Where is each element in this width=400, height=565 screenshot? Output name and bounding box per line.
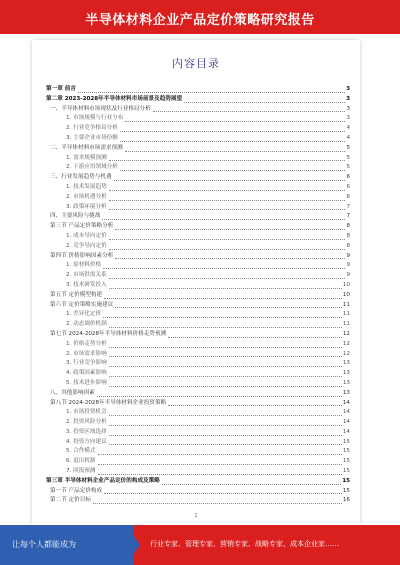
toc-leader-dots [120,141,346,142]
toc-entry-title: 2. 下游应用领域分析 [66,164,118,171]
toc-entry-page: 14 [342,399,350,406]
toc-entry-title: 2. 市场供需关系 [66,272,107,279]
toc-entry-page: 11 [342,301,350,308]
toc-entry[interactable] [46,457,350,467]
toc-entry-title: 第七节 2024-2028年半导体材料价格走势预测 [50,330,167,337]
toc-leader-dots [109,425,342,426]
toc-entry-title: 三、行业发展趋势与机遇 [50,174,112,181]
toc-entry-page: 13 [342,389,350,396]
toc-entry-page: 15 [342,448,350,455]
toc-entry[interactable] [46,144,350,154]
toc-entry-page: 5 [346,154,350,161]
toc-entry-title: 3. 政策环境分析 [66,203,107,210]
toc-entry-title: 6. 退出机制 [66,458,96,465]
toc-leader-dots [109,347,342,348]
toc-entry-page: 9 [346,272,350,279]
toc-entry-title: 第一节 产品定价构成 [50,487,103,494]
toc-entry[interactable] [46,173,350,183]
toc-leader-dots [103,268,345,269]
toc-entry[interactable] [46,359,350,369]
toc-entry-title: 7. 回报预测 [66,468,96,475]
toc-entry-title: 2. 市场机遇分析 [66,193,107,200]
toc-entry-page: 3 [346,115,350,122]
toc-leader-dots [109,376,342,377]
toc-entry[interactable] [46,301,350,311]
toc-leader-dots [109,444,342,445]
toc-entry-title: 第六节 定价策略实施建议 [50,301,114,308]
toc-entry[interactable] [46,154,350,164]
toc-entry[interactable] [46,447,350,457]
toc-leader-dots [109,200,346,201]
toc-leader-dots [102,219,345,220]
toc-entry-title: 第三章 半导体材料企业产品定价的构成及策略 [46,477,160,484]
toc-leader-dots [109,327,342,328]
toc-entry-title: 第八节 2024-2028年半导体材料企业投资策略 [50,399,167,406]
toc-entry[interactable] [46,261,350,271]
footer-right-panel [134,525,400,565]
toc-leader-dots [115,307,342,308]
toc-leader-dots [109,209,346,210]
toc-entry-title: 1. 市场投资机会 [66,409,107,416]
toc-entry[interactable] [46,369,350,379]
toc-entry[interactable] [46,252,350,262]
toc-entry[interactable] [46,330,350,340]
toc-entry-page: 7 [346,203,350,210]
toc-entry-page: 3 [346,86,350,92]
footer-chevron [126,525,140,565]
toc-entry-page: 6 [346,183,350,190]
toc-leader-dots [109,278,346,279]
toc-entry-title: 5. 合作模式 [66,448,96,455]
toc-entry[interactable] [46,105,350,115]
toc-leader-dots [98,454,342,455]
toc-entry-title: 3. 主要企业市场份额 [66,134,118,141]
toc-leader-dots [184,102,345,103]
toc-title: 内容目录 [172,57,220,70]
toc-entry[interactable] [46,124,350,134]
toc-entry-page: 12 [342,350,350,357]
toc-entry[interactable] [46,193,350,203]
toc-entry-page: 15 [342,458,350,465]
toc-leader-dots [162,484,341,485]
toc-entry-page: 15 [342,477,350,484]
toc-entry[interactable] [46,487,350,497]
toc-leader-dots [97,396,342,397]
toc-entry-page: 8 [346,232,350,239]
toc-entry-title: 2. 竞争导向定价 [66,242,107,249]
toc-entry-page: 7 [346,213,350,220]
toc-entry-title: 3. 技术研发投入 [66,281,107,288]
toc-leader-dots [115,229,345,230]
toc-entry-page: 9 [346,252,350,259]
toc-entry-page: 14 [342,409,350,416]
toc-entry-title: 第二节 定价目标 [50,497,91,504]
page-number: 1 [194,513,198,519]
toc-entry-page: 10 [342,291,350,298]
toc-entry[interactable] [46,389,350,399]
toc-entry[interactable] [46,281,350,291]
toc-entry-title: 5. 技术进步影响 [66,379,107,386]
toc-leader-dots [109,386,342,387]
toc-entry-title: 1. 原材料价格 [66,262,102,269]
toc-entry-page: 15 [342,487,350,494]
toc-entry-title: 第二章 2023-2028年半导体材料市场前景及趋势展望 [46,95,183,102]
toc-entry[interactable] [46,310,350,320]
toc-entry-page: 11 [342,311,350,318]
toc-leader-dots [109,249,346,250]
toc-entry[interactable] [46,340,350,350]
toc-entry-title: 1. 价格走势分析 [66,340,107,347]
toc-entry-page: 12 [342,330,350,337]
toc-entry[interactable] [46,428,350,438]
toc-entry-title: 八、其他影响因素 [50,389,95,396]
toc-leader-dots [109,288,342,289]
toc-entry-title: 1. 差异化定价 [66,311,102,318]
toc-entry-page: 15 [342,468,350,475]
toc-entry-page: 6 [346,174,350,181]
toc-entry-page: 8 [346,223,350,230]
toc-leader-dots [109,435,342,436]
toc-leader-dots [120,170,346,171]
table-of-contents [46,85,350,506]
footer-left-panel [0,525,134,565]
toc-entry-page: 15 [342,438,350,445]
toc-entry[interactable] [46,438,350,448]
toc-entry[interactable] [46,95,350,105]
toc-leader-dots [120,131,346,132]
toc-entry[interactable] [46,496,350,506]
footer-slogan: 让每个人都能成为 [12,540,76,549]
toc-entry-title: 四、主要风险与挑战 [50,213,101,220]
toc-leader-dots [93,503,342,504]
toc-leader-dots [104,493,342,494]
toc-entry-page: 3 [346,105,350,112]
toc-entry[interactable] [46,85,350,95]
toc-entry-title: 1. 市场规模与行业分布 [66,115,124,122]
toc-entry-page: 3 [346,95,350,102]
toc-entry[interactable] [46,477,350,487]
toc-entry[interactable] [46,163,350,173]
toc-entry-page: 13 [342,379,350,386]
toc-entry-title: 第一章 前言 [46,86,76,92]
toc-leader-dots [98,464,342,465]
toc-entry-title: 1. 技术发展趋势 [66,183,107,190]
toc-entry[interactable] [46,134,350,144]
toc-entry[interactable] [46,203,350,213]
toc-entry[interactable] [46,467,350,477]
toc-entry-title: 2. 市场需求影响 [66,350,107,357]
toc-entry-title: 第四节 价格影响因素分析 [50,252,114,259]
toc-entry[interactable] [46,350,350,360]
toc-leader-dots [109,415,342,416]
toc-leader-dots [104,298,342,299]
toc-leader-dots [78,92,345,93]
toc-entry-title: 4. 投资方向建议 [66,438,107,445]
toc-entry[interactable] [46,242,350,252]
toc-entry-title: 一、半导体材料市场现状及行业格局分析 [50,105,151,112]
toc-leader-dots [109,356,342,357]
toc-leader-dots [109,239,346,240]
toc-entry-page: 14 [342,419,350,426]
toc-entry[interactable] [46,183,350,193]
toc-entry-title: 第五节 定价模型构建 [50,291,103,298]
toc-entry[interactable] [46,320,350,330]
toc-entry[interactable] [46,408,350,418]
header-banner [0,0,400,34]
toc-entry[interactable] [46,271,350,281]
toc-leader-dots [115,258,345,259]
footer-tagline: 行业专家、管理专家、营销专家、战略专家、成本企业家…… [150,540,339,548]
toc-entry[interactable] [46,418,350,428]
toc-entry-page: 4 [346,125,350,132]
toc-leader-dots [125,151,346,152]
toc-entry-title: 第三节 产品定价策略分析 [50,223,114,230]
toc-leader-dots [98,474,342,475]
toc-entry-page: 9 [346,262,350,269]
toc-entry-title: 2. 动态调价机制 [66,321,107,328]
toc-entry[interactable] [46,212,350,222]
toc-entry-page: 10 [342,281,350,288]
toc-entry-title: 1. 需求规模预测 [66,154,107,161]
toc-entry-title: 1. 成本导向定价 [66,232,107,239]
toc-entry-page: 4 [346,134,350,141]
toc-leader-dots [114,180,346,181]
toc-entry-page: 5 [346,164,350,171]
report-title: 半导体材料企业产品定价策略研究报告 [85,13,315,28]
toc-entry[interactable] [46,291,350,301]
toc-entry[interactable] [46,399,350,409]
toc-entry-title: 4. 政策因素影响 [66,370,107,377]
toc-entry-page: 12 [342,340,350,347]
toc-entry[interactable] [46,114,350,124]
toc-leader-dots [153,111,346,112]
toc-leader-dots [109,190,346,191]
toc-entry-page: 16 [342,497,350,504]
toc-leader-dots [109,160,346,161]
toc-entry-page: 6 [346,193,350,200]
document-page [32,40,360,525]
toc-entry-title: 3. 行业竞争影响 [66,360,107,367]
toc-entry-page: 8 [346,242,350,249]
toc-entry-page: 13 [342,360,350,367]
toc-entry-title: 二、半导体材料市场需求预测 [50,144,123,151]
toc-leader-dots [109,366,342,367]
toc-leader-dots [103,317,342,318]
toc-entry[interactable] [46,379,350,389]
toc-entry-title: 2. 行业竞争格局分析 [66,125,118,132]
toc-entry-page: 11 [342,321,350,328]
toc-leader-dots [168,337,342,338]
toc-entry-title: 2. 投资风险分析 [66,419,107,426]
toc-leader-dots [125,121,345,122]
toc-entry-page: 13 [342,370,350,377]
toc-entry-page: 14 [342,428,350,435]
toc-entry-title: 3. 投资区域选择 [66,428,107,435]
toc-entry[interactable] [46,222,350,232]
toc-entry-page: 5 [346,144,350,151]
toc-leader-dots [168,405,342,406]
footer-banner [0,525,400,565]
toc-entry[interactable] [46,232,350,242]
